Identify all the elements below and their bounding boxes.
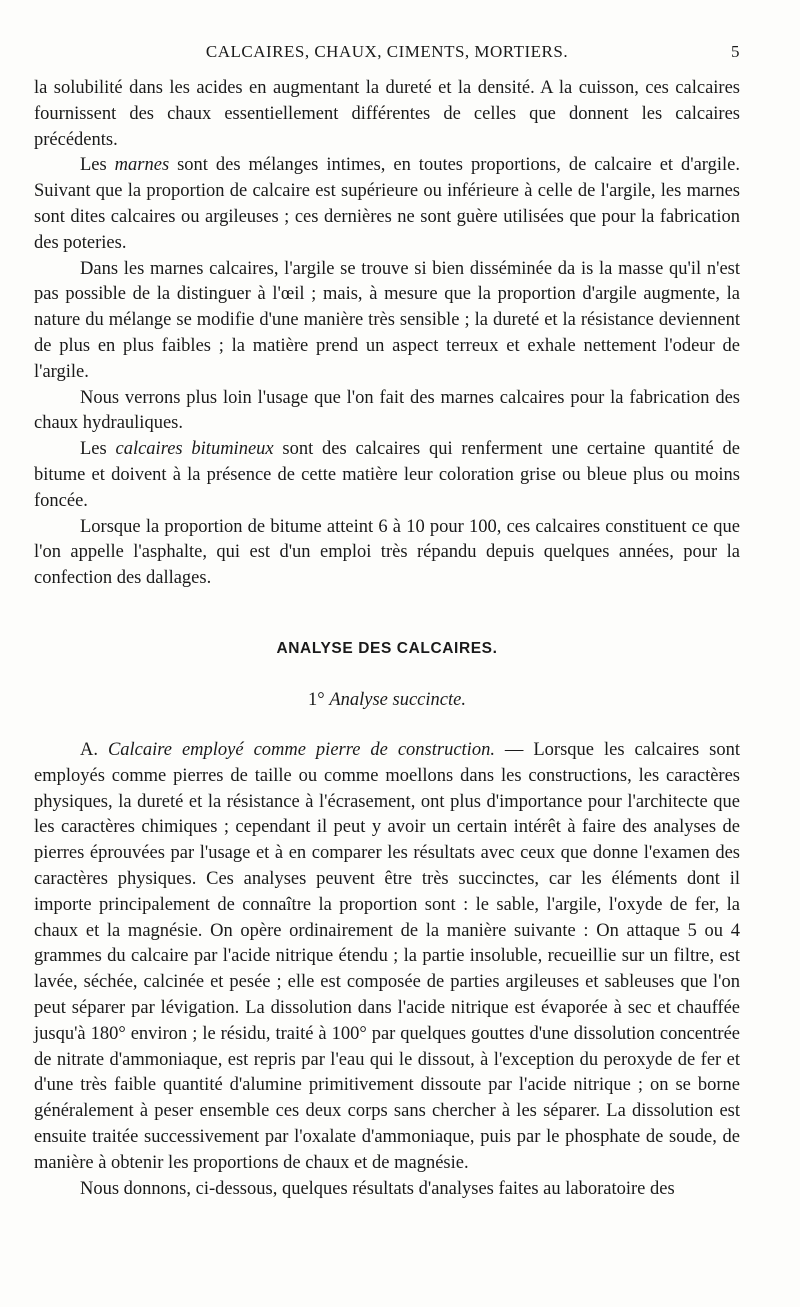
text-run: Nous donnons, ci-dessous, quelques résultats d'analyses faites au laboratoire des — [80, 1178, 675, 1199]
paragraph — [34, 738, 740, 1177]
paragraph — [34, 386, 740, 438]
paragraph — [34, 1177, 740, 1203]
text-run: Lorsque la proportion de bitume atteint 6 à 10 pour 100, ces calcaires constituent ce que l'on appelle l'asphalte, qui est d'un emploi très répandu depuis quelques années, pour la confection des dallages. — [34, 516, 740, 589]
text-run: sont des calcaires qui renferment une certaine quantité de bitume et doivent à la présence de cette matière leur coloration grise ou bleue plus ou moins foncée. — [34, 439, 741, 511]
italic-run: marnes — [114, 155, 170, 176]
subsection-title: Analyse succincte. — [329, 690, 466, 710]
body-text-bottom — [34, 738, 740, 1202]
paragraph — [34, 76, 740, 153]
italic-run: Calcaire employé comme pierre de construction. — [107, 740, 495, 760]
paragraph — [34, 257, 740, 386]
subsection-number: 1° — [308, 690, 325, 710]
italic-run: calcaires bitumineux — [115, 439, 274, 460]
paragraph — [34, 515, 740, 592]
text-run: Les — [80, 439, 116, 460]
text-run: sont des mélanges intimes, en toutes proportions, de calcaire et d'argile. Suivant que la proportion de calcaire est supérieure ou inférieure à celle de l'argile, les marnes sont dites calcaires ou argileuses ; ces dernières ne sont guère utilisées que pour la fabrication des poteries. — [34, 155, 740, 253]
section-title: ANALYSE DES CALCAIRES. — [276, 640, 498, 657]
text-run: A. — [80, 740, 108, 760]
text-run: Les — [80, 155, 115, 176]
body-text-top — [34, 76, 740, 592]
text-run: la solubilité dans les acides en augmentant la dureté et la densité. A la cuisson, ces calcaires fournissent des chaux essentiellement différentes de celles que donnent les calcaires précédents. — [34, 78, 740, 150]
running-title: CALCAIRES, CHAUX, CIMENTS, MORTIERS. — [205, 42, 569, 61]
paragraph — [34, 437, 740, 514]
text-run: — Lorsque les calcaires sont employés comme pierres de taille ou comme moellons dans les constructions, les caractères physiques, la dureté et la résistance à l'écrasement, ont plus d'importance pour l'architecte que les caractères chimiques ; cependant il peut y avoir un certain intérêt à faire des analyses de pierres éprouvées par l'usage et à en comparer les résultats avec ceux que donne l'examen des caractères physiques. Ces analyses peuvent être très succinctes, car les éléments dont il importe principalement de connaître la proportion sont : le sable, l'argile, l'oxyde de fer, la chaux et la magnésie. On opère ordinairement de la manière suivante : On attaque 5 ou 4 grammes du calcaire par l'acide nitrique étendu ; la partie insoluble, recueillie sur un filtre, est lavée, séchée, calcinée et pesée ; elle est composée de parties argileuses et sableuses que l'on peut séparer par lévigation. La dissolution dans l'acide nitrique est évaporée à sec et chauffée jusqu'à 180° environ ; le résidu, traité à 100° par quelques gouttes d'une dissolution concentrée de nitrate d'ammoniaque, est repris par l'eau qui le dissout, à l'exception du peroxyde de fer et d'une très faible quantité d'alumine primitivement dissoute par l'acide nitrique ; on se borne généralement à peser ensemble ces deux corps sans chercher à les séparer. La dissolution est ensuite traitée successivement par l'oxalate d'ammoniaque, puis par le phosphate de soude, de manière à obtenir les proportions de chaux et de magnésie. — [34, 740, 740, 1173]
paragraph — [34, 153, 740, 256]
page-number: 5 — [731, 42, 740, 61]
subsection-heading — [34, 690, 740, 711]
text-run: Dans les marnes calcaires, l'argile se trouve si bien disséminée da is la masse qu'il n'est pas possible de la distinguer à l'œil ; mais, à mesure que la proportion d'argile augmente, la nature du mélange se modifie d'une manière très sensible ; la dureté et la résistance deviennent de plus en plus faibles ; la matière prend un aspect terreux et exhale nettement l'odeur de l'argile. — [34, 258, 740, 382]
running-header — [34, 42, 740, 64]
text-run: Nous verrons plus loin l'usage que l'on fait des marnes calcaires pour la fabrication des chaux hydrauliques. — [34, 387, 740, 434]
